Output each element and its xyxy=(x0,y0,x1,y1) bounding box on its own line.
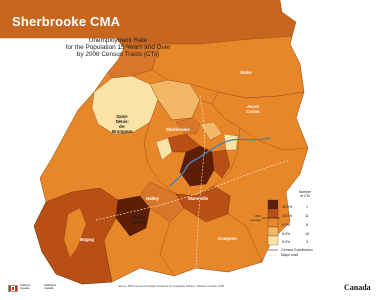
place-north-hatley xyxy=(132,215,146,225)
place-north-hatley-line-2: Hatley xyxy=(132,220,146,225)
legend-cma-average-line-1: CMA xyxy=(254,214,261,218)
place-hatley: Hatley xyxy=(146,196,159,201)
legend-census-subdivision: Census Subdivision xyxy=(281,248,313,252)
place-saint-denis-line-2: Denis- xyxy=(115,119,129,124)
place-saint-denis-line-1: Saint- xyxy=(116,114,129,119)
place-ascot-corner xyxy=(246,104,260,114)
subtitle-line-1: Unemployment Rate xyxy=(88,37,148,44)
map-title: Sherbrooke CMA xyxy=(12,14,121,29)
legend-class1-count: 1 xyxy=(306,205,308,209)
legend-swatch-class5 xyxy=(268,236,278,245)
place-saint-denis xyxy=(112,114,133,134)
legend-class2-range: 10.0% xyxy=(282,214,293,218)
legend-class5-count: 3 xyxy=(306,240,308,244)
agency-name-en xyxy=(20,284,30,290)
place-magog: Magog xyxy=(80,237,94,242)
legend-class2-count: 11 xyxy=(305,214,309,218)
canada-flag-icon xyxy=(8,285,18,292)
legend-swatch-class1 xyxy=(268,200,278,209)
legend-swatch-class3 xyxy=(268,218,278,227)
legend-header-line-2: of CTs xyxy=(300,194,310,198)
agency-en-line-2: Canada xyxy=(20,287,30,290)
legend-class3-count: 8 xyxy=(306,223,308,227)
legend-class5-range: 5.0% xyxy=(282,240,291,244)
legend-major-road: Major road xyxy=(281,253,299,257)
canada-wordmark: Canada xyxy=(344,283,371,292)
legend-header xyxy=(296,190,314,198)
place-ascot-line-2: Corner xyxy=(246,109,261,114)
source-note: Source: 2006 Census of Canada. Produced by Geography Division, Statistics Canada, 2008. xyxy=(118,285,225,288)
legend-cma-average-line-2: average xyxy=(250,217,261,222)
subtitle-line-3: by 2006 Census Tracts (CTs) xyxy=(76,51,160,58)
place-sherbrooke: Sherbrooke xyxy=(166,127,190,132)
place-compton: Compton xyxy=(218,236,237,241)
agency-fr-line-1: Statistique xyxy=(44,284,57,287)
place-stoke: Stoke xyxy=(240,70,252,75)
legend-class1-range: 16.0% xyxy=(282,205,293,209)
agency-fr-line-2: Canada xyxy=(44,287,54,290)
legend-cma-average xyxy=(247,215,261,222)
place-saint-denis-line-3: de- xyxy=(119,124,126,129)
legend-class3-range: 8.0% xyxy=(282,223,291,227)
place-ascot-line-1: Ascot xyxy=(247,104,260,109)
legend-swatch-class2 xyxy=(268,209,278,218)
place-north-hatley-line-1: North xyxy=(132,215,146,220)
place-saint-denis-line-4: Brompton xyxy=(112,129,133,134)
legend-class4-count: 16 xyxy=(305,232,309,236)
legend-swatch-class4 xyxy=(268,227,278,236)
place-waterville: Waterville xyxy=(188,196,209,201)
agency-en-line-1: Statistics xyxy=(20,284,31,287)
legend-class4-range: 6.5% xyxy=(282,232,291,236)
subtitle-line-2: for the Population 15 Years and Over xyxy=(65,44,171,51)
legend-header-line-1: Number xyxy=(298,190,312,194)
agency-name-fr xyxy=(44,284,56,290)
